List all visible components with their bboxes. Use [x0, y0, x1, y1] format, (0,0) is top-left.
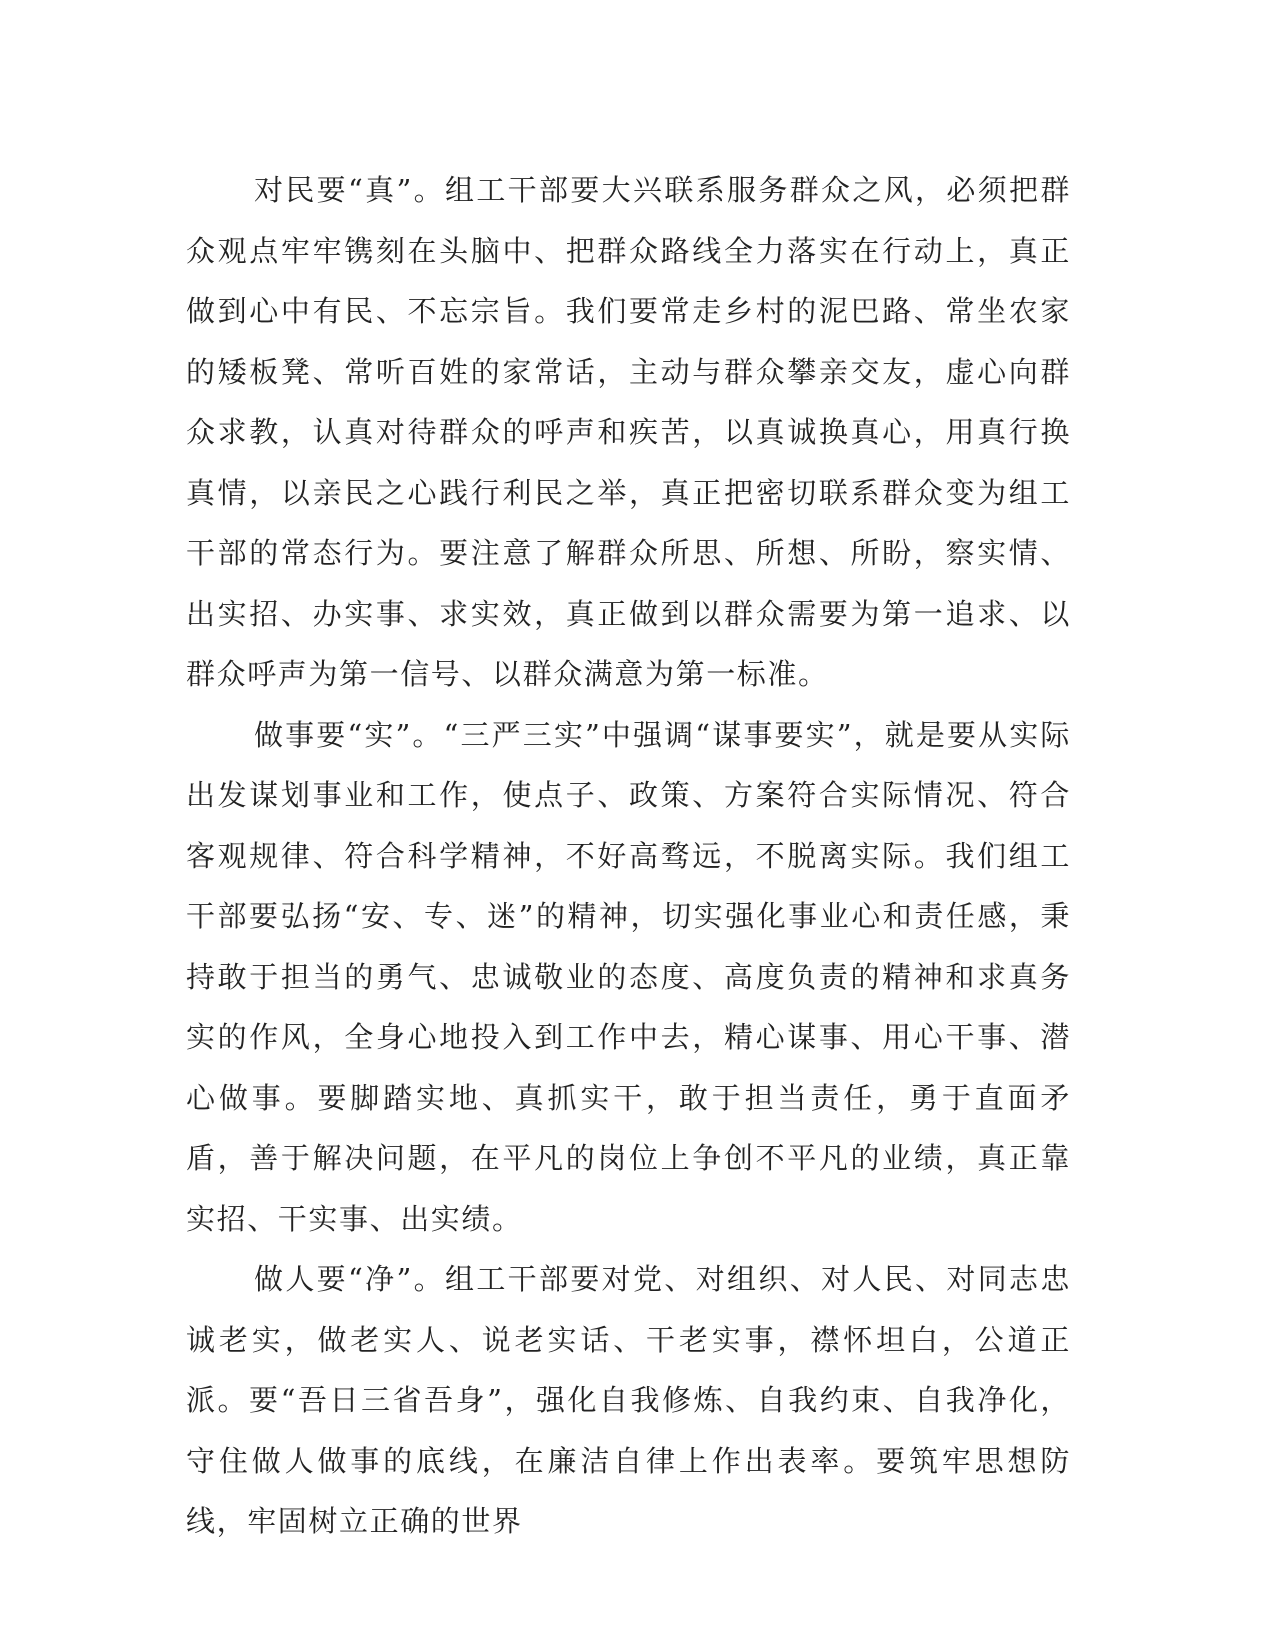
- paragraph-jing: 做人要“净”。组工干部要对党、对组织、对人民、对同志忠诚老实，做老实人、说老实话、干老实事，襟怀坦白，公道正派。要“吾日三省吾身”，强化自我修炼、自我约束、自我净化，守住做人做事的底线，在廉洁自律上作出表率。要筑牢思想防线，牢固树立正确的世界: [186, 1262, 1071, 1538]
- paragraph-shi: 做事要“实”。“三严三实”中强调“谋事要实”，就是要从实际出发谋划事业和工作，使点子、政策、方案符合实际情况、符合客观规律、符合科学精神，不好高骛远，不脱离实际。我们组工干部要弘扬“安、专、迷”的精神，切实强化事业心和责任感，秉持敢于担当的勇气、忠诚敬业的态度、高度负责的精神和求真务实的作风，全身心地投入到工作中去，精心谋事、用心干事、潜心做事。要脚踏实地、真抓实干，敢于担当责任，勇于直面矛盾，善于解决问题，在平凡的岗位上争创不平凡的业绩，真正靠实招、干实事、出实绩。: [186, 717, 1071, 1236]
- document-body: [186, 160, 1071, 1552]
- paragraph-zhen: 对民要“真”。组工干部要大兴联系服务群众之风，必须把群众观点牢牢镌刻在头脑中、把群众路线全力落实在行动上，真正做到心中有民、不忘宗旨。我们要常走乡村的泥巴路、常坐农家的矮板凳、常听百姓的家常话，主动与群众攀亲交友，虚心向群众求教，认真对待群众的呼声和疾苦，以真诚换真心，用真行换真情，以亲民之心践行利民之举，真正把密切联系群众变为组工干部的常态行为。要注意了解群众所思、所想、所盼，察实情、出实招、办实事、求实效，真正做到以群众需要为第一追求、以群众呼声为第一信号、以群众满意为第一标准。: [186, 173, 1071, 691]
